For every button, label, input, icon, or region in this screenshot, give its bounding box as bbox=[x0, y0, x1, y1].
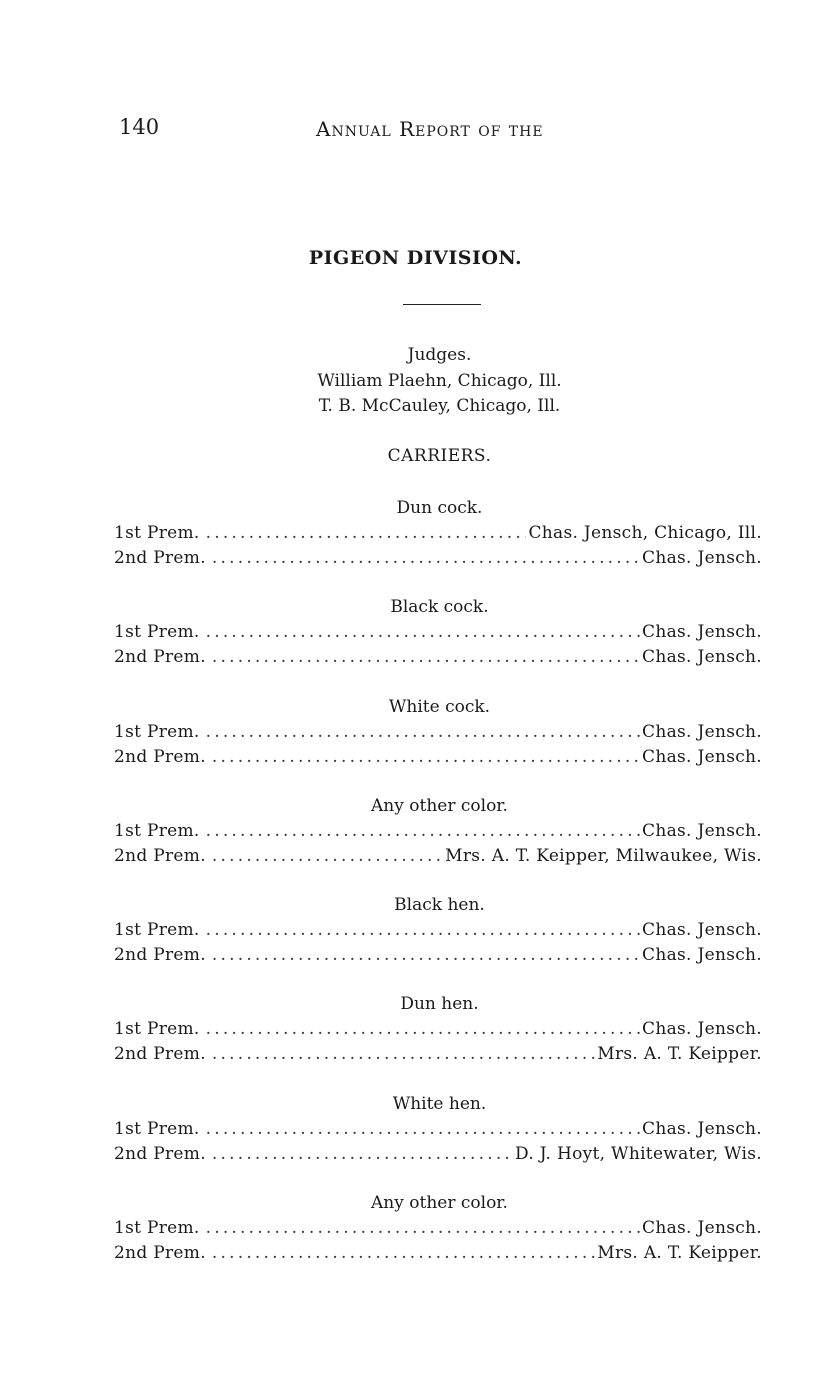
premium-row bbox=[114, 844, 762, 869]
premium-section bbox=[0, 695, 831, 794]
premium-winner: Chas. Jensch. bbox=[642, 945, 762, 966]
running-header: Annual Report of the bbox=[316, 117, 544, 141]
premium-place: 2nd Prem. bbox=[114, 746, 206, 767]
premium-winner: D. J. Hoyt, Whitewater, Wis. bbox=[515, 1143, 762, 1164]
dot-leader bbox=[206, 1017, 640, 1042]
premium-place: 1st Prem. bbox=[114, 1118, 200, 1139]
section-heading: Dun hen. bbox=[400, 994, 479, 1015]
premium-section bbox=[0, 992, 831, 1091]
page-number: 140 bbox=[119, 115, 160, 139]
premium-place: 1st Prem. bbox=[114, 523, 200, 543]
dot-leader bbox=[212, 943, 640, 968]
judges-label: Judges. bbox=[407, 345, 472, 365]
premium-place: 2nd Prem. bbox=[114, 845, 206, 866]
title-rule bbox=[403, 304, 481, 305]
section-heading: Black hen. bbox=[394, 895, 485, 916]
premium-place: 2nd Prem. bbox=[114, 647, 206, 668]
premium-place: 1st Prem. bbox=[114, 1218, 200, 1239]
premium-place: 1st Prem. bbox=[114, 920, 200, 941]
premium-winner: Chas. Jensch. bbox=[642, 1019, 762, 1040]
premium-section bbox=[0, 893, 831, 992]
dot-leader bbox=[206, 720, 640, 745]
premium-row bbox=[114, 645, 762, 670]
premium-winner: Mrs. A. T. Keipper. bbox=[597, 1243, 762, 1264]
premium-place: 2nd Prem. bbox=[114, 1143, 206, 1164]
premium-winner: Chas. Jensch. bbox=[642, 721, 762, 742]
premium-row bbox=[114, 1017, 762, 1042]
dot-leader bbox=[212, 745, 640, 770]
premium-place: 1st Prem. bbox=[114, 820, 200, 841]
section-heading: Any other color. bbox=[371, 1193, 508, 1214]
premium-section bbox=[0, 794, 831, 893]
premium-winner: Mrs. A. T. Keipper, Milwaukee, Wis. bbox=[445, 845, 762, 866]
premium-row bbox=[114, 1142, 762, 1167]
premium-place: 1st Prem. bbox=[114, 622, 200, 643]
premium-section bbox=[0, 496, 831, 595]
section-heading: Any other color. bbox=[371, 795, 508, 816]
premium-winner: Chas. Jensch. bbox=[642, 920, 762, 941]
premium-place: 1st Prem. bbox=[114, 721, 200, 742]
dot-leader bbox=[212, 1241, 595, 1266]
premium-section bbox=[0, 1092, 831, 1191]
premium-row bbox=[114, 918, 762, 943]
premium-winner: Chas. Jensch. bbox=[642, 622, 762, 643]
premium-sections bbox=[0, 496, 831, 1290]
premium-winner: Chas. Jensch. bbox=[642, 746, 762, 767]
dot-leader bbox=[212, 645, 640, 670]
judge-name: William Plaehn, Chicago, Ill. bbox=[317, 371, 562, 391]
premium-row bbox=[114, 620, 762, 645]
premium-winner: Chas. Jensch. bbox=[642, 1218, 762, 1239]
section-heading: Black cock. bbox=[390, 597, 489, 618]
premium-winner: Chas. Jensch. bbox=[642, 647, 762, 668]
premium-place: 2nd Prem. bbox=[114, 1044, 206, 1065]
premium-row bbox=[114, 1042, 762, 1067]
class-heading: CARRIERS. bbox=[387, 446, 492, 466]
dot-leader bbox=[206, 620, 640, 645]
premium-row bbox=[114, 546, 762, 571]
premium-place: 2nd Prem. bbox=[114, 548, 206, 568]
premium-winner: Chas. Jensch, Chicago, Ill. bbox=[528, 523, 762, 543]
premium-row bbox=[114, 521, 762, 546]
premium-place: 2nd Prem. bbox=[114, 945, 206, 966]
premium-winner: Mrs. A. T. Keipper. bbox=[597, 1044, 762, 1065]
section-heading: White cock. bbox=[388, 696, 491, 717]
premium-winner: Chas. Jensch. bbox=[642, 1118, 762, 1139]
dot-leader bbox=[212, 844, 443, 869]
judge-name: T. B. McCauley, Chicago, Ill. bbox=[318, 396, 561, 416]
premium-row bbox=[114, 943, 762, 968]
dot-leader bbox=[206, 819, 640, 844]
premium-row bbox=[114, 1241, 762, 1266]
premium-place: 1st Prem. bbox=[114, 1019, 200, 1040]
section-heading: Dun cock. bbox=[396, 498, 483, 518]
section-heading: White hen. bbox=[392, 1093, 487, 1114]
dot-leader bbox=[212, 546, 640, 571]
premium-place: 2nd Prem. bbox=[114, 1243, 206, 1264]
dot-leader bbox=[206, 1216, 640, 1241]
dot-leader bbox=[206, 1117, 640, 1142]
premium-row bbox=[114, 745, 762, 770]
premium-row bbox=[114, 720, 762, 745]
dot-leader bbox=[206, 918, 640, 943]
premium-winner: Chas. Jensch. bbox=[642, 548, 762, 568]
premium-row bbox=[114, 819, 762, 844]
premium-section bbox=[0, 1191, 831, 1290]
dot-leader bbox=[212, 1142, 513, 1167]
premium-row bbox=[114, 1117, 762, 1142]
premium-row bbox=[114, 1216, 762, 1241]
dot-leader bbox=[206, 521, 527, 546]
dot-leader bbox=[212, 1042, 595, 1067]
page-title: PIGEON DIVISION. bbox=[308, 247, 523, 269]
premium-winner: Chas. Jensch. bbox=[642, 820, 762, 841]
premium-section bbox=[0, 595, 831, 694]
